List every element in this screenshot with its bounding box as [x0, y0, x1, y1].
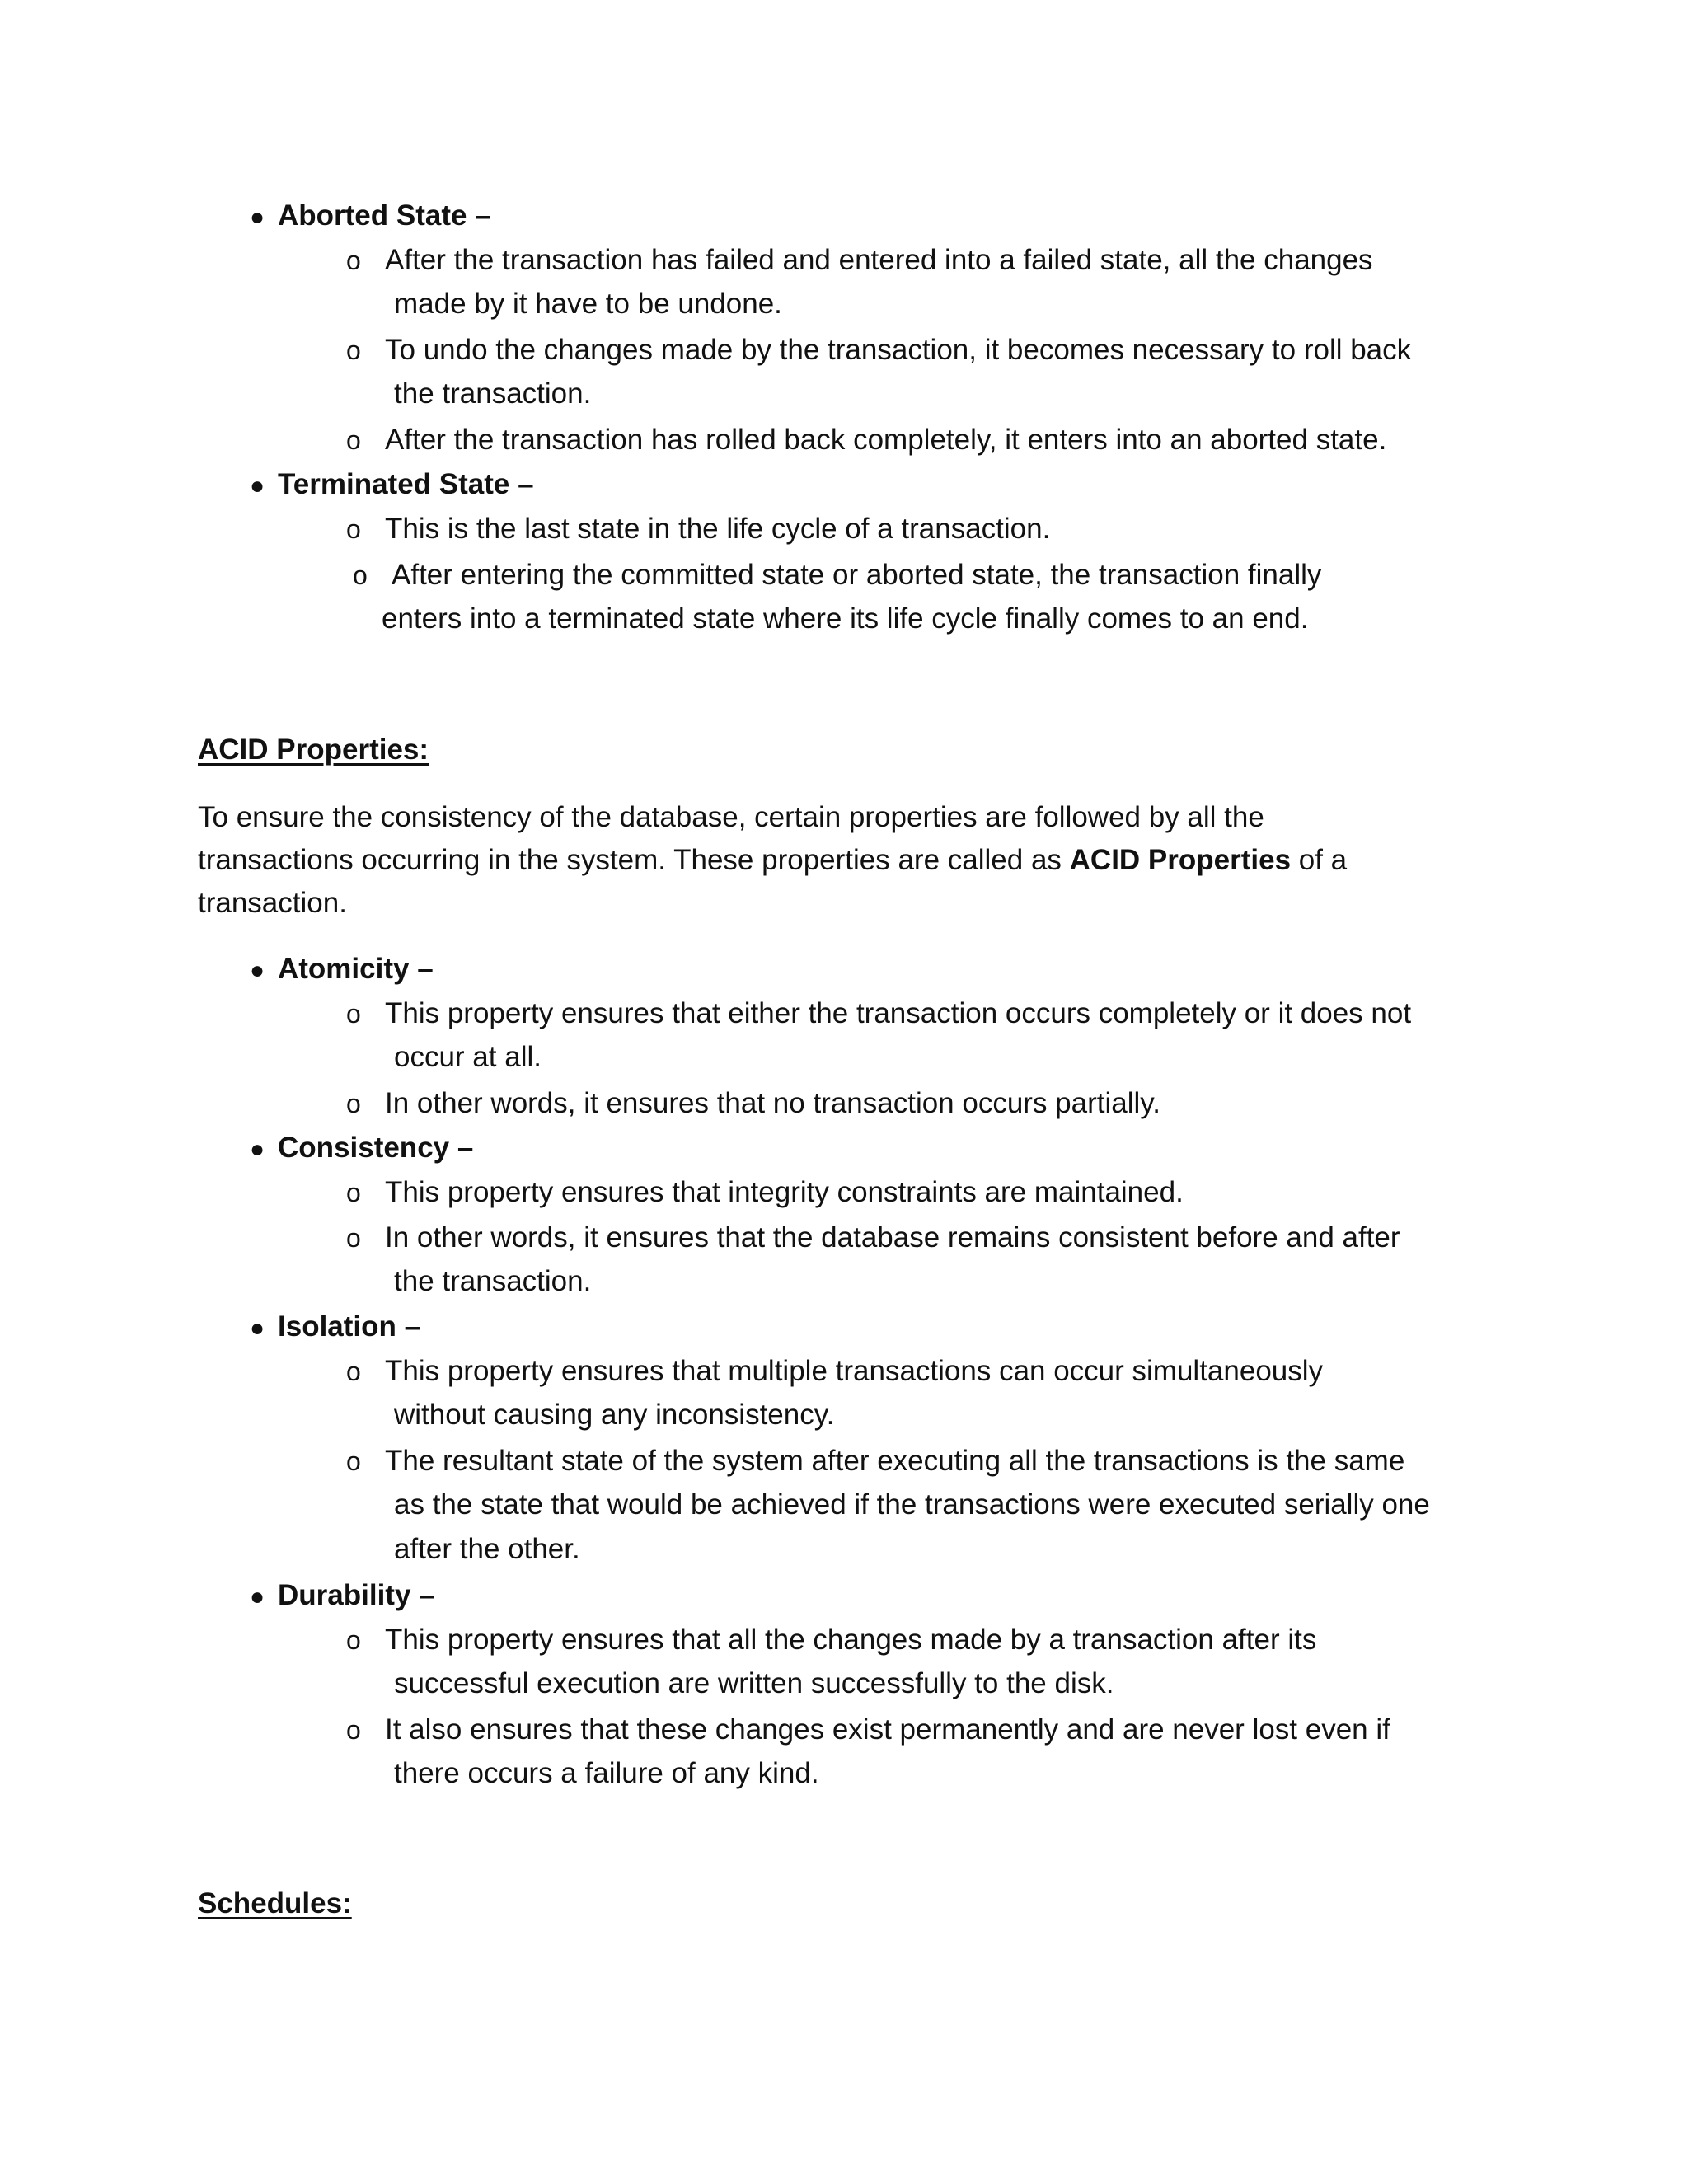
sub-item-text-cont: enters into a terminated state where its life cycle finally comes to an end. — [382, 602, 1309, 635]
bullet-icon: ● — [250, 1315, 265, 1342]
bullet-isolation — [250, 1309, 420, 1347]
bullet-label: Atomicity – — [278, 953, 434, 985]
sub-bullet-icon: o — [346, 246, 361, 275]
sub-item-text: In other words, it ensures that the database remains consistent before and after — [385, 1221, 1400, 1254]
sub-item-text: This property ensures that multiple transactions can occur simultaneously — [385, 1355, 1324, 1387]
section-heading-schedules: Schedules: — [198, 1887, 352, 1919]
intro-text: transactions occurring in the system. These properties are called as — [198, 844, 1070, 876]
sub-item-text: This property ensures that integrity constraints are maintained. — [385, 1176, 1184, 1208]
intro-bold-term: ACID Properties — [1069, 844, 1292, 876]
bullet-icon: ● — [250, 1583, 265, 1610]
bullet-icon: ● — [250, 204, 265, 231]
bullet-atomicity — [250, 951, 434, 989]
intro-paragraph-line: transaction. — [198, 887, 347, 919]
sub-bullet-icon: o — [346, 1625, 361, 1655]
bullet-consistency — [250, 1130, 473, 1168]
sub-bullet-icon: o — [346, 999, 361, 1029]
sub-item-text-cont: there occurs a failure of any kind. — [394, 1757, 819, 1789]
sub-bullet-icon: o — [346, 425, 361, 455]
sub-bullet-icon: o — [346, 335, 361, 365]
bullet-icon: ● — [250, 472, 265, 499]
bullet-icon: ● — [250, 957, 265, 984]
sub-item-text: This property ensures that all the changes made by a transaction after its — [385, 1624, 1317, 1656]
sub-bullet-icon: o — [346, 1089, 361, 1118]
sub-item-text-cont: successful execution are written successfully to the disk. — [394, 1667, 1114, 1699]
sub-bullet-icon: o — [346, 1446, 361, 1476]
intro-text: of a — [1291, 844, 1348, 876]
sub-bullet-icon: o — [346, 1357, 361, 1386]
sub-item-text: To undo the changes made by the transaction, it becomes necessary to roll back — [385, 334, 1412, 366]
bullet-aborted-state — [250, 198, 491, 236]
bullet-icon: ● — [250, 1136, 265, 1163]
sub-item-text: In other words, it ensures that no transaction occurs partially. — [385, 1087, 1160, 1119]
bullet-label: Terminated State – — [278, 468, 534, 500]
bullet-terminated-state — [250, 466, 534, 504]
sub-item-text-cont: the transaction. — [394, 377, 592, 410]
sub-item-text: After the transaction has rolled back completely, it enters into an aborted state. — [385, 424, 1387, 456]
sub-bullet-icon: o — [353, 560, 368, 590]
sub-item-text-cont: occur at all. — [394, 1041, 542, 1073]
sub-item-text: After the transaction has failed and entered into a failed state, all the changes — [385, 244, 1373, 276]
sub-item-text: The resultant state of the system after executing all the transactions is the same — [385, 1445, 1405, 1477]
intro-paragraph-line — [198, 842, 1347, 879]
bullet-durability — [250, 1577, 435, 1615]
sub-bullet-icon: o — [346, 1178, 361, 1207]
sub-item-text-cont: without causing any inconsistency. — [394, 1399, 835, 1431]
bullet-label: Consistency – — [278, 1132, 474, 1164]
sub-bullet-icon: o — [346, 1223, 361, 1253]
bullet-label: Isolation – — [278, 1310, 421, 1343]
section-heading-acid: ACID Properties: — [198, 733, 429, 766]
sub-item-text-cont: the transaction. — [394, 1265, 592, 1297]
intro-paragraph-line: To ensure the consistency of the database, certain properties are followed by all the — [198, 801, 1264, 833]
sub-item-text: This property ensures that either the transaction occurs completely or it does not — [385, 997, 1412, 1029]
sub-bullet-icon: o — [346, 514, 361, 544]
sub-bullet-icon: o — [346, 1715, 361, 1745]
sub-item-text: It also ensures that these changes exist permanently and are never lost even if — [385, 1713, 1390, 1746]
sub-item-text: After entering the committed state or aborted state, the transaction finally — [392, 559, 1322, 591]
sub-item-text-cont: as the state that would be achieved if the transactions were executed serially one — [394, 1488, 1430, 1521]
sub-item-text: This is the last state in the life cycle of a transaction. — [385, 513, 1051, 545]
bullet-label: Durability – — [278, 1579, 435, 1611]
sub-item-text-cont: made by it have to be undone. — [394, 288, 782, 320]
sub-item-text-cont: after the other. — [394, 1533, 580, 1565]
bullet-label: Aborted State – — [278, 199, 491, 232]
